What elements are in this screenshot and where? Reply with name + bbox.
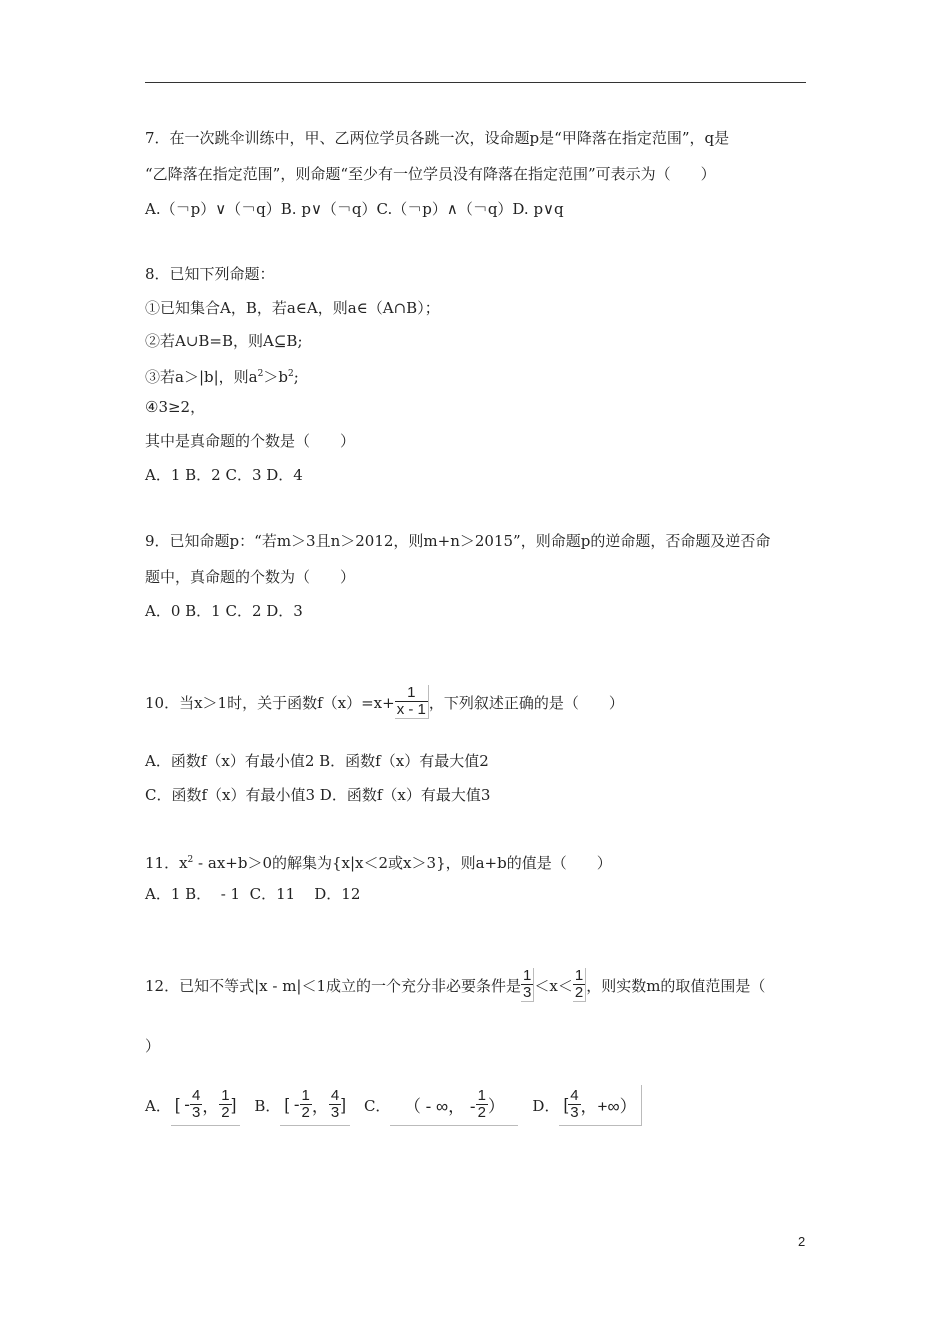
q11-post: - ax+b＞0的解集为{x|x＜2或x＞3}，则a+b的值是（ ） xyxy=(193,854,612,872)
q11-sup: 2 xyxy=(187,855,194,865)
q12-option-a xyxy=(145,1085,240,1126)
q8-item3-sup1: 2 xyxy=(257,369,264,379)
q12-option-a-open: [ - xyxy=(174,1094,190,1114)
q12-f2-num: 1 xyxy=(574,967,584,984)
q12-option-a-frac2 xyxy=(219,1088,231,1121)
q12-f2-den: 2 xyxy=(574,984,584,1001)
q8-stem: 8．已知下列命题： xyxy=(145,265,275,283)
q8-item3-c: ; xyxy=(293,368,299,386)
q12-option-a-expr xyxy=(171,1085,241,1126)
q10-pre: 10．当x＞1时，关于函数f（x）=x+ xyxy=(145,693,395,712)
q12-option-b-f1-den: 2 xyxy=(301,1104,310,1121)
q7-options: A.（￢p）∨（￢q）B. p∨（￢q）C.（￢p）∧（￢q）D. p∨q xyxy=(145,200,564,218)
q12-option-a-f1-num: 4 xyxy=(191,1087,201,1104)
q8-item4: ④3≥2， xyxy=(145,398,206,416)
q12-option-c-f-den: 2 xyxy=(477,1104,486,1121)
q9-options: A．0 B．1 C．2 D．3 xyxy=(145,602,303,620)
q12-options xyxy=(145,1083,656,1127)
q12-post: ，则实数m的取值范围是（ xyxy=(586,976,766,995)
q10-frac-den: x - 1 xyxy=(396,701,426,718)
q9-line2: 题中，真命题的个数为（ ） xyxy=(145,568,356,586)
q10-stem xyxy=(145,680,624,724)
q12-option-b-close: ] xyxy=(341,1094,346,1114)
q7-line1: 7．在一次跳伞训练中，甲、乙两位学员各跳一次，设命题p是“甲降落在指定范围”，q是 xyxy=(145,129,730,147)
q11-options: A．1 B． - 1 C．11 D．12 xyxy=(145,885,361,903)
q12-option-c-label: C． xyxy=(363,1096,391,1115)
q8-item1: ①已知集合A，B，若a∈A，则a∈（A∩B）； xyxy=(145,299,440,317)
q12-option-b-open: [ - xyxy=(284,1094,300,1114)
q8-options: A．1 B．2 C．3 D．4 xyxy=(145,466,303,484)
q12-pre: 12．已知不等式|x - m|＜1成立的一个充分非必要条件是 xyxy=(145,976,522,995)
q8-item3 xyxy=(145,364,299,387)
q12-fraction-2 xyxy=(573,968,586,1002)
q12-option-b-label: B． xyxy=(254,1096,281,1115)
q10-options-cd: C．函数f（x）有最小值3 D．函数f（x）有最大值3 xyxy=(145,786,491,804)
q12-close: ） xyxy=(145,1037,161,1055)
q8-item3-sup2: 2 xyxy=(287,369,294,379)
q12-option-b-sep: ， xyxy=(311,1097,329,1116)
q12-option-d-f-num: 4 xyxy=(570,1087,579,1104)
q12-option-d-expr xyxy=(559,1085,641,1126)
q12-option-b-expr xyxy=(280,1085,350,1126)
q12-option-c-frac xyxy=(476,1088,488,1121)
q11-stem xyxy=(145,850,612,873)
q12-f1-den: 3 xyxy=(523,984,532,1001)
q8-item2: ②若A∪B=B，则A⊆B; xyxy=(145,332,303,350)
q12-option-b-f1-num: 1 xyxy=(301,1087,310,1104)
q12-option-b-frac1 xyxy=(300,1088,312,1121)
q12-option-c-f-num: 1 xyxy=(477,1087,486,1104)
q12-option-a-label: A． xyxy=(145,1096,171,1115)
header-rule xyxy=(145,82,806,83)
q12-option-a-f1-den: 3 xyxy=(191,1104,201,1121)
q12-stem xyxy=(145,962,765,1008)
q12-option-d-label: D． xyxy=(532,1096,560,1115)
q11-pre: 11．x xyxy=(145,854,188,872)
q12-mid: ＜x＜ xyxy=(534,976,573,995)
q12-option-a-close: ] xyxy=(231,1094,237,1114)
q12-option-c-close: ） xyxy=(487,1097,505,1116)
q7-line2: “乙降落在指定范围”，则命题“至少有一位学员没有降落在指定范围”可表示为（ ） xyxy=(145,165,716,183)
q9-line1: 9．已知命题p：“若m＞3且n＞2012，则m+n＞2015”，则命题p的逆命题，否命题及逆否命 xyxy=(145,532,771,550)
q12-option-c xyxy=(364,1085,518,1126)
q8-question: 其中是真命题的个数是（ ） xyxy=(145,432,356,450)
q12-option-d-open: [ xyxy=(563,1094,569,1114)
q12-option-b-f2-num: 4 xyxy=(330,1087,340,1104)
q12-option-c-expr xyxy=(390,1085,518,1126)
q12-option-b-f2-den: 3 xyxy=(330,1104,340,1121)
q12-option-b-frac2 xyxy=(329,1088,341,1121)
q8-item3-b: ＞b xyxy=(263,368,288,386)
q12-option-d-frac xyxy=(568,1088,580,1121)
q12-option-d-f-den: 3 xyxy=(570,1104,579,1121)
q12-option-c-open: （ - ∞， - xyxy=(403,1097,476,1116)
q10-post: ，下列叙述正确的是（ ） xyxy=(428,693,624,712)
q12-option-d xyxy=(532,1085,641,1126)
q12-option-a-sep: ， xyxy=(202,1097,220,1116)
q12-fraction-1 xyxy=(521,968,534,1002)
q12-option-a-f2-den: 2 xyxy=(221,1104,230,1121)
q12-option-a-f2-num: 1 xyxy=(221,1087,230,1104)
q10-options-ab: A．函数f（x）有最小值2 B．函数f（x）有最大值2 xyxy=(145,752,489,770)
q10-frac-num: 1 xyxy=(407,684,416,701)
q10-fraction xyxy=(395,685,429,719)
q12-option-d-close: ，+∞） xyxy=(580,1097,637,1116)
q12-option-b xyxy=(254,1085,350,1126)
q12-option-a-frac1 xyxy=(190,1088,202,1121)
page-number: 2 xyxy=(798,1234,806,1249)
q12-f1-num: 1 xyxy=(523,967,532,984)
q8-item3-a: ③若a＞|b|，则a xyxy=(145,368,258,386)
